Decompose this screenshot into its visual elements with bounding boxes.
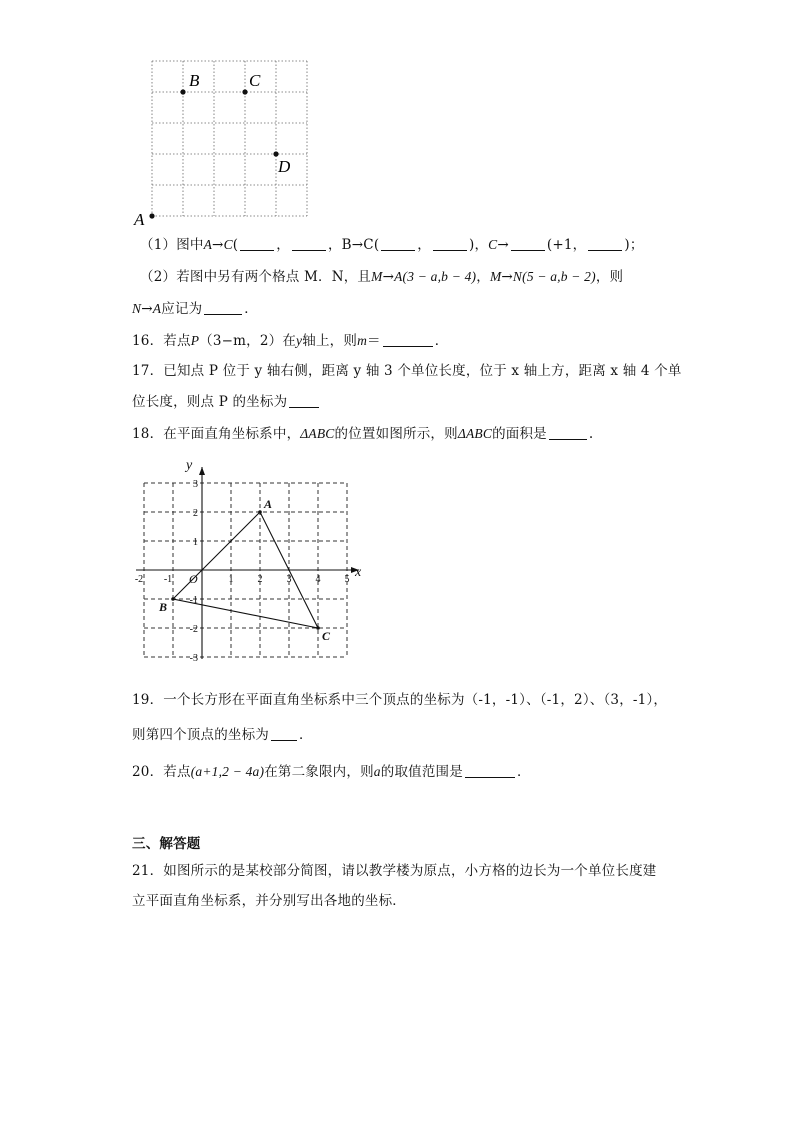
- section-heading: 三、解答题: [132, 836, 201, 852]
- q16-mid: 轴上，则: [302, 333, 358, 349]
- q18-tri2: ΔABC: [457, 426, 493, 441]
- x-tick-label: -2: [134, 574, 144, 585]
- q20-suffix: 的取值范围是: [380, 764, 463, 780]
- q15-p3-arrow: →: [141, 301, 153, 317]
- vertex-label-c: C: [322, 629, 331, 643]
- question-17-line2: [132, 390, 321, 410]
- vertex-label-a: A: [264, 497, 273, 511]
- question-19-line1: 19．一个长方形在平面直角坐标系中三个顶点的坐标为（-1，-1）、（-1，2）、（3，-1），: [132, 692, 668, 708]
- answer-blank[interactable]: [204, 301, 242, 315]
- q18-end: .: [588, 426, 594, 442]
- q15-e1: (3 − a,b − 4): [402, 269, 477, 284]
- answer-blank[interactable]: [465, 764, 515, 778]
- y-tick-label: 2: [193, 508, 198, 519]
- q15-n: N: [132, 301, 142, 316]
- y-tick-label: 1: [193, 537, 198, 548]
- question-16: [132, 329, 448, 349]
- q20-end: ．: [516, 764, 531, 780]
- q15-part1-prefix: （1）图中: [140, 237, 204, 253]
- q15-to1: C: [223, 237, 233, 252]
- vertex-point-b: [171, 597, 175, 601]
- q15-arrow1: →: [212, 237, 224, 253]
- q16-end: ．: [434, 333, 449, 349]
- q15-arrow3: →: [497, 237, 509, 253]
- grid-figure: [128, 55, 318, 230]
- q15-part2: [140, 265, 623, 285]
- point-c-dot: [242, 89, 247, 94]
- answer-blank[interactable]: [549, 426, 587, 440]
- x-tick-label: 5: [344, 574, 350, 585]
- q20-prefix: 20．若点: [132, 764, 191, 780]
- q15-p3-text: 应记为: [161, 301, 203, 317]
- q15-m1: M: [371, 269, 383, 284]
- q19-line2-text: 则第四个顶点的坐标为: [132, 727, 269, 743]
- vertex-point-c: [316, 626, 320, 630]
- question-18: [132, 422, 593, 442]
- x-tick-label: 3: [286, 574, 292, 585]
- q16-m: m: [357, 333, 368, 348]
- y-axis-arrow: [199, 467, 205, 475]
- x-axis-label: x: [355, 565, 362, 580]
- y-tick-label: -3: [189, 653, 198, 664]
- q20-point: (a+1,2 − 4a): [190, 764, 265, 779]
- q16-prefix: 16．若点: [132, 333, 191, 349]
- q17-line2-text: 位长度，则点 P 的坐标为: [132, 394, 288, 410]
- q16-p: P: [190, 333, 200, 348]
- q15-p2-arrow2: →: [501, 269, 513, 285]
- q15-close2: ): [469, 237, 475, 253]
- q18-prefix: 18．在平面直角坐标系中，: [132, 426, 301, 442]
- q15-sep2: ，: [474, 237, 489, 253]
- question-20: [132, 760, 531, 780]
- point-b-label: B: [189, 71, 200, 90]
- q16-eq: ＝: [367, 333, 381, 349]
- y-tick-label: -1: [189, 595, 198, 606]
- q20-mid: 在第二象限内，则: [264, 764, 374, 780]
- q20-a: a: [373, 764, 381, 779]
- answer-blank[interactable]: [511, 237, 545, 251]
- x-tick-label: 2: [257, 574, 263, 585]
- answer-blank[interactable]: [383, 333, 433, 347]
- q15-open1: (: [232, 237, 239, 253]
- grid-dotted-lines: [152, 61, 307, 216]
- q15-p2-suffix: ，则: [595, 269, 624, 285]
- question-19-line2: [132, 723, 313, 743]
- point-c-label: C: [249, 71, 261, 90]
- origin-label: O: [189, 572, 198, 586]
- q18-suffix: 的面积是: [492, 426, 547, 442]
- q19-end: ．: [299, 727, 313, 743]
- q15-part2-cont: [132, 297, 258, 317]
- q15-plus1: (+1，: [546, 237, 587, 253]
- answer-blank[interactable]: [433, 237, 467, 251]
- q15-p3-end: ．: [244, 301, 258, 317]
- q15-e2: (5 − a,b − 2): [522, 269, 596, 284]
- vertex-label-b: B: [159, 600, 168, 614]
- point-a-dot: [149, 213, 154, 218]
- point-d-label: D: [278, 157, 291, 176]
- y-tick-label: -2: [189, 624, 198, 635]
- point-b-dot: [180, 89, 185, 94]
- x-tick-label: 4: [315, 574, 321, 585]
- answer-blank[interactable]: [271, 727, 297, 741]
- question-21-line2: 立平面直角坐标系，并分别写出各地的坐标．: [132, 893, 406, 909]
- question-17-line1: 17．已知点 P 位于 y 轴右侧，距离 y 轴 3 个单位长度，位于 x 轴上方，距离 x 轴 4 个单: [132, 363, 682, 379]
- q15-p2-arrow1: →: [382, 269, 395, 285]
- point-d-dot: [273, 151, 278, 156]
- vertex-point-a: [258, 510, 262, 514]
- answer-blank[interactable]: [588, 237, 622, 251]
- q15-a1: A: [394, 269, 403, 284]
- point-a-label: A: [134, 210, 145, 229]
- answer-blank[interactable]: [240, 237, 274, 251]
- q18-tri1: ΔABC: [300, 426, 335, 441]
- answer-blank[interactable]: [381, 237, 415, 251]
- question-21-line1: 21．如图所示的是某校部分简图，请以教学楼为原点，小方格的边长为一个单位长度建: [132, 863, 657, 879]
- q15-comma2: ，: [417, 237, 431, 253]
- q15-m2: M: [489, 269, 502, 284]
- q16-y: y: [296, 333, 303, 348]
- y-axis-label: y: [186, 458, 193, 473]
- q15-sep1: ，B→C(: [327, 237, 380, 253]
- q15-a: A: [152, 301, 162, 316]
- plot-labels: [135, 458, 362, 664]
- q15-from3: C: [488, 237, 498, 252]
- answer-blank[interactable]: [292, 237, 326, 251]
- q15-part1: [140, 233, 644, 253]
- q15-part2-prefix: （2）若图中另有两个格点 M．N，且: [140, 269, 372, 285]
- coordinate-plane-figure: [130, 450, 370, 670]
- q15-comma1: ，: [276, 237, 290, 253]
- q15-end: )；: [624, 237, 644, 253]
- q15-from1: A: [203, 237, 213, 252]
- y-tick-label: 3: [193, 479, 198, 490]
- q16-coords: （3−m，2）在: [199, 333, 297, 349]
- answer-blank[interactable]: [289, 394, 319, 408]
- x-tick-label: 1: [228, 574, 234, 585]
- q18-mid: 的位置如图所示，则: [334, 426, 458, 442]
- q15-n1: N: [512, 269, 523, 284]
- x-tick-label: -1: [163, 574, 173, 585]
- q15-p2-mid: ，: [476, 269, 490, 285]
